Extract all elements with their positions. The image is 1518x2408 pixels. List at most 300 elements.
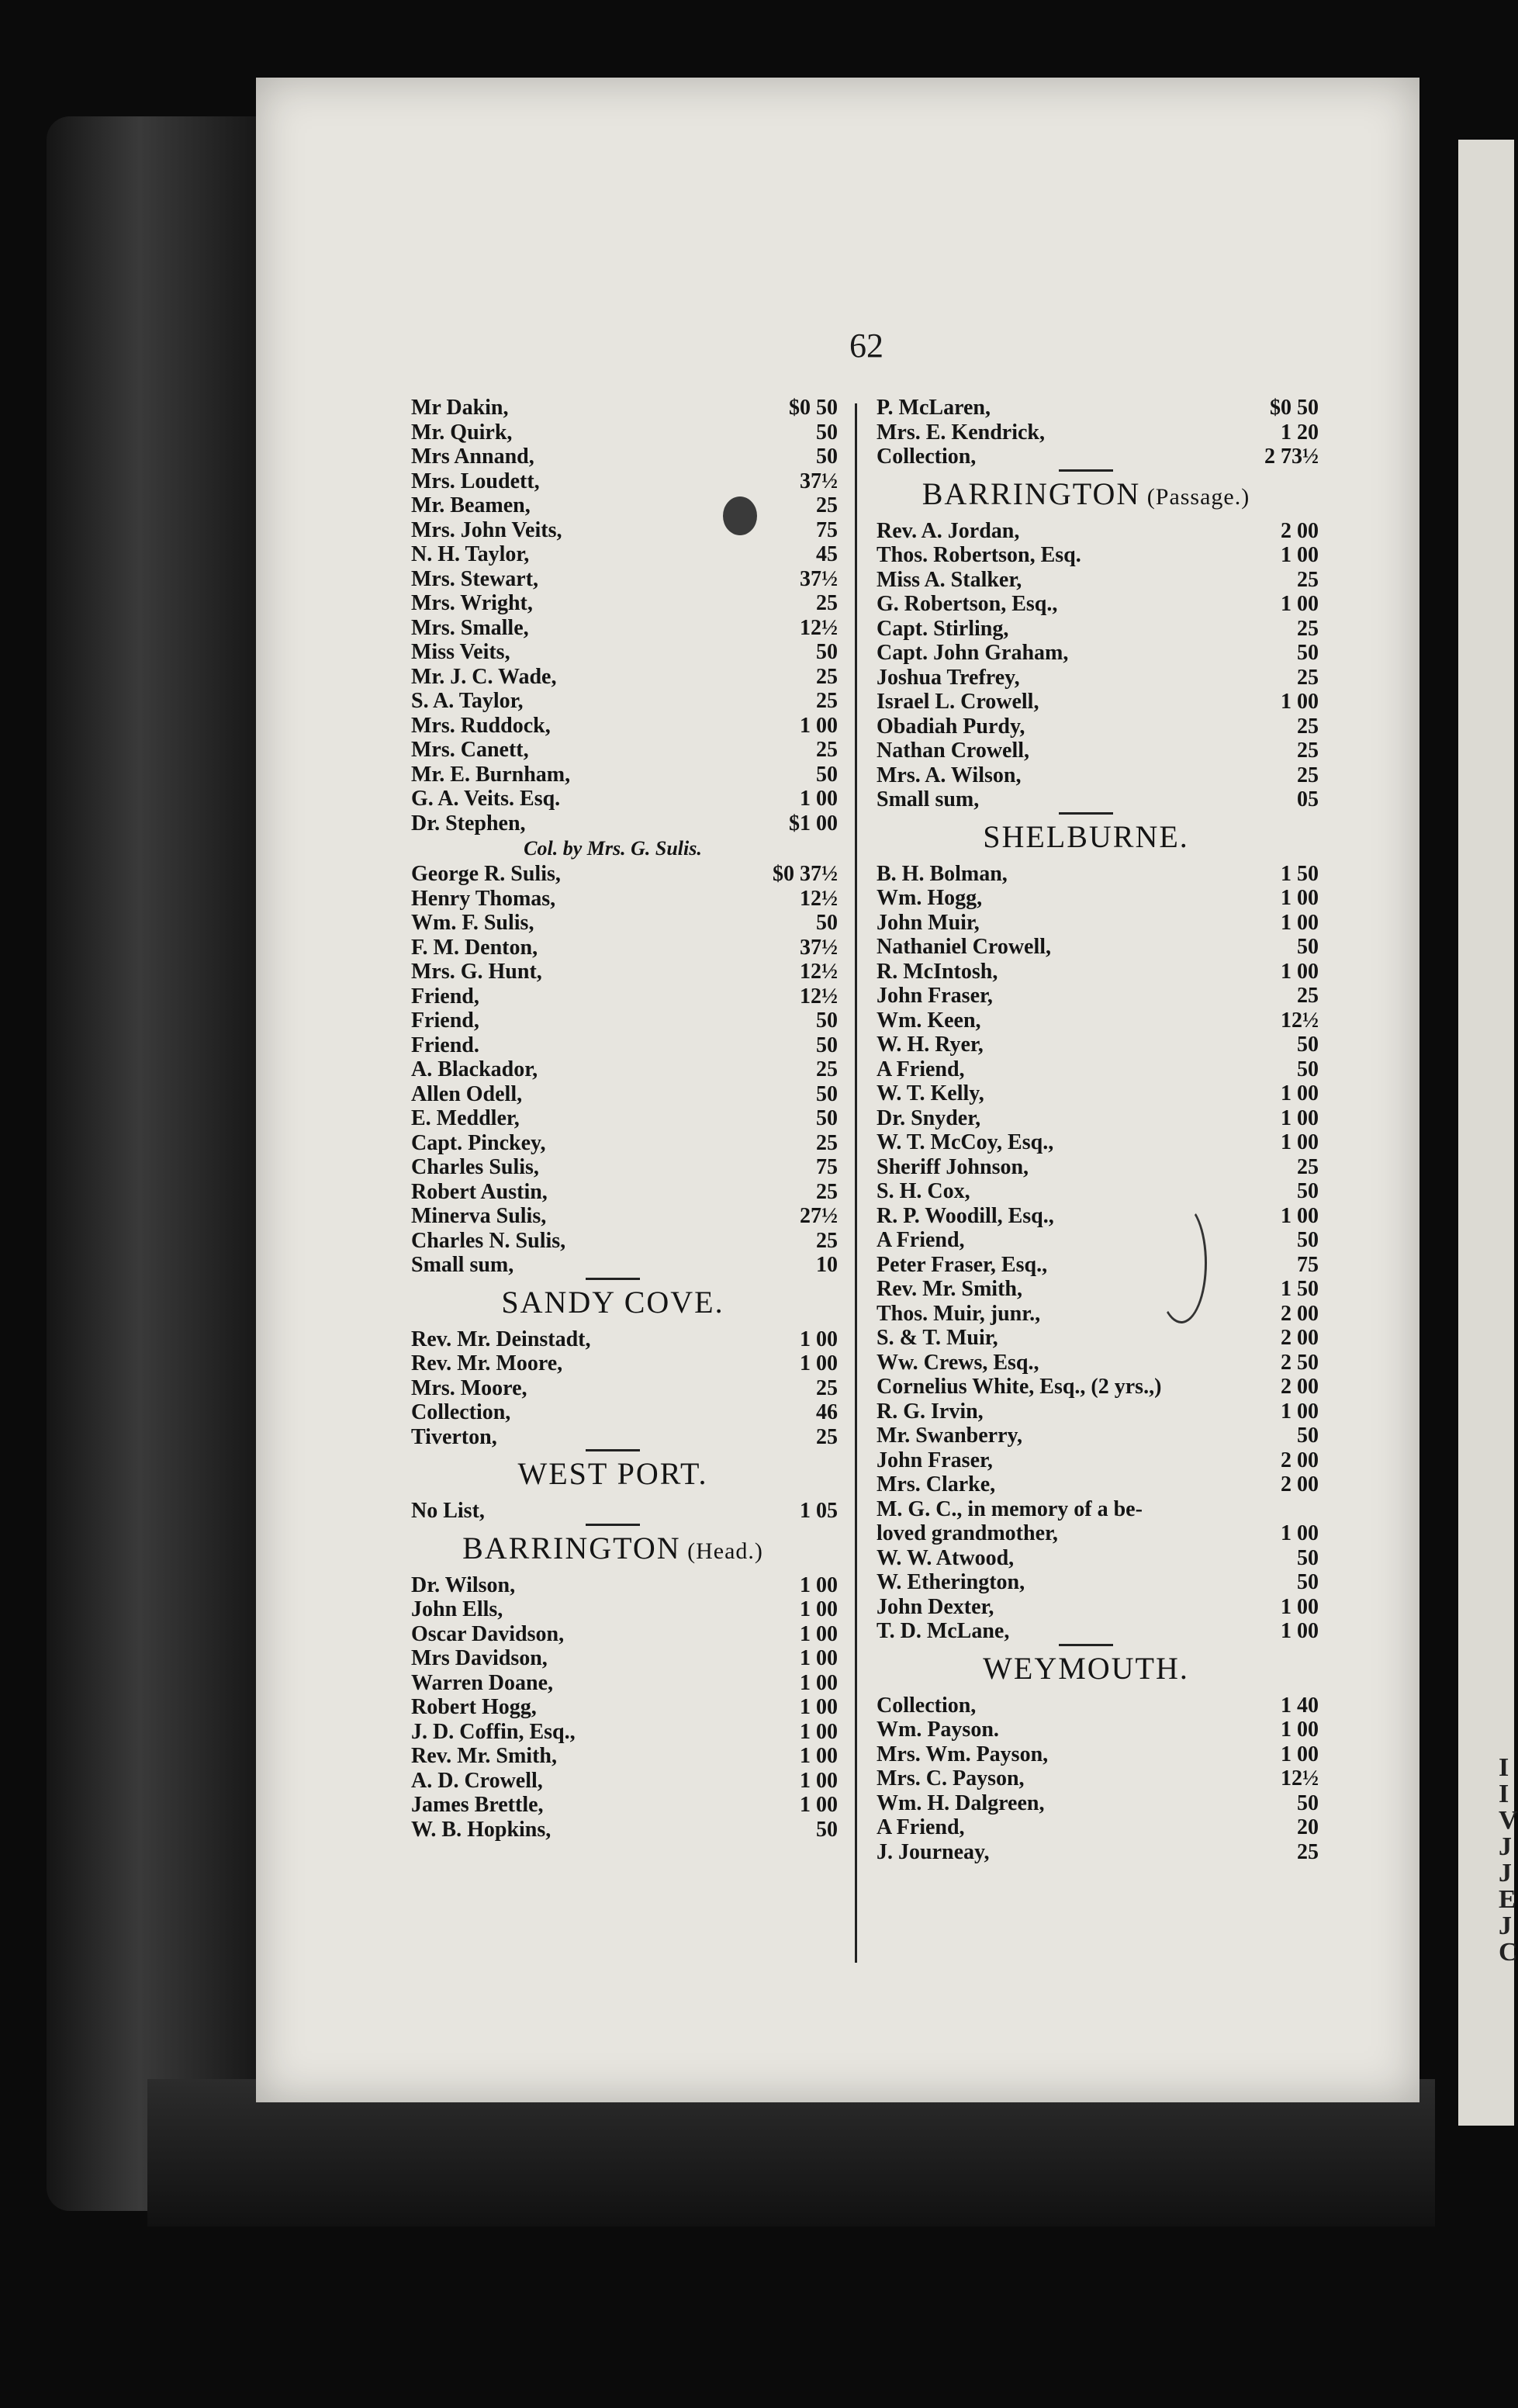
donor-name: James Brettle, — [411, 1793, 544, 1817]
donor-name: W. Etherington, — [877, 1570, 1025, 1594]
donor-name: Wm. Payson. — [877, 1718, 999, 1742]
list-entry — [853, 666, 1319, 690]
list-entry — [853, 1521, 1319, 1546]
donation-amount: 50 — [1297, 1424, 1319, 1448]
list-entry — [853, 1595, 1319, 1620]
list-entry — [388, 396, 838, 420]
donor-name: Mrs. Ruddock, — [411, 713, 551, 738]
heading-rule — [1059, 469, 1113, 472]
donor-name: Charles N. Sulis, — [411, 1228, 566, 1253]
list-entry — [853, 1277, 1319, 1302]
donation-amount: 1 00 — [1281, 1081, 1319, 1105]
list-entry — [388, 420, 838, 445]
donor-name: Peter Fraser, Esq., — [877, 1252, 1048, 1277]
donation-amount: 1 00 — [800, 1768, 838, 1793]
list-entry — [853, 1399, 1319, 1424]
list-entry — [388, 1253, 838, 1278]
list-entry — [853, 911, 1319, 936]
donation-amount: 12½ — [1281, 1766, 1319, 1790]
heading-rule — [586, 1524, 640, 1526]
donation-amount: 1 50 — [1281, 1277, 1319, 1301]
donor-name: Mrs. Moore, — [411, 1375, 527, 1400]
donor-name: Mrs. Loudett, — [411, 469, 540, 493]
donation-amount: 27½ — [800, 1204, 838, 1228]
section-title: BARRINGTON — [922, 476, 1141, 511]
list-entry — [388, 960, 838, 984]
donor-name: Mrs. Wright, — [411, 591, 533, 615]
donor-name: Mrs. Smalle, — [411, 615, 529, 640]
donor-name: Mrs. G. Hunt, — [411, 960, 542, 984]
list-entry — [388, 1327, 838, 1352]
donation-amount: 50 — [816, 1009, 838, 1033]
donor-name: W. H. Ryer, — [877, 1033, 984, 1057]
donor-name: Mrs. A. Wilson, — [877, 763, 1022, 787]
donation-amount: 25 — [1297, 763, 1319, 787]
donation-amount: 50 — [816, 1817, 838, 1842]
donor-name: Mrs Annand, — [411, 445, 534, 469]
donor-name: Mrs. Canett, — [411, 738, 529, 762]
list-entry — [388, 862, 838, 887]
donor-name: A. D. Crowell, — [411, 1768, 543, 1793]
edge-letter: J — [1499, 1859, 1512, 1887]
donation-amount: 25 — [816, 664, 838, 689]
donation-amount: 75 — [816, 1155, 838, 1179]
donation-amount: 50 — [1297, 1179, 1319, 1203]
donor-name: Mrs Davidson, — [411, 1646, 548, 1670]
donor-name: loved grandmother, — [877, 1521, 1058, 1545]
donor-name: Capt. Pinckey, — [411, 1130, 546, 1155]
donation-amount: 50 — [1297, 1790, 1319, 1815]
list-entry — [853, 739, 1319, 763]
list-entry — [388, 911, 838, 936]
list-entry — [853, 1619, 1319, 1644]
donor-name: Friend, — [411, 1009, 479, 1033]
donor-name: Rev. Mr. Moore, — [411, 1351, 563, 1375]
donation-amount: 20 — [1297, 1815, 1319, 1839]
donation-amount: 25 — [816, 1424, 838, 1449]
donor-name: W. T. McCoy, Esq., — [877, 1130, 1054, 1154]
list-entry — [853, 1204, 1319, 1229]
list-entry — [388, 1033, 838, 1058]
section-title: WEST PORT. — [517, 1456, 708, 1491]
list-entry — [388, 567, 838, 592]
donation-amount: 1 00 — [1281, 1742, 1319, 1766]
section-title: SHELBURNE. — [983, 818, 1189, 854]
donor-name: Obadiah Purdy, — [877, 714, 1025, 739]
donation-amount: 1 50 — [1281, 861, 1319, 886]
donation-amount: 50 — [1297, 1570, 1319, 1594]
donation-amount: 50 — [1297, 1033, 1319, 1057]
donation-amount: 50 — [816, 762, 838, 787]
list-entry — [853, 1081, 1319, 1106]
donation-amount: 1 00 — [1281, 1718, 1319, 1742]
donation-amount: $0 50 — [1270, 396, 1319, 420]
donor-name: John Dexter, — [877, 1594, 994, 1619]
list-entry — [388, 1204, 838, 1229]
list-entry — [853, 1840, 1319, 1865]
donor-name: Nathan Crowell, — [877, 739, 1030, 763]
donation-amount: 1 00 — [1281, 543, 1319, 567]
donation-amount: 1 00 — [1281, 592, 1319, 616]
list-entry — [388, 1671, 838, 1696]
section-heading — [853, 812, 1319, 862]
list-entry — [388, 1499, 838, 1524]
donor-name: Small sum, — [411, 1253, 514, 1277]
donor-name: N. H. Taylor, — [411, 542, 530, 566]
list-entry — [853, 1228, 1319, 1253]
list-entry — [853, 1742, 1319, 1767]
page-number: 62 — [849, 327, 883, 365]
list-entry — [388, 811, 838, 836]
donor-name: Mrs. E. Kendrick, — [877, 420, 1045, 445]
donation-amount: 1 00 — [800, 1744, 838, 1768]
donation-amount: 1 00 — [1281, 886, 1319, 910]
next-page-edge — [1458, 140, 1518, 2126]
donor-name: F. M. Denton, — [411, 935, 538, 960]
list-entry — [388, 1009, 838, 1033]
donation-amount: 1 00 — [800, 1695, 838, 1719]
donor-name: Ww. Crews, Esq., — [877, 1350, 1039, 1375]
section-title: BARRINGTON — [462, 1530, 681, 1566]
donor-name: Wm. Hogg, — [877, 886, 983, 910]
donation-amount: 1 00 — [1281, 1203, 1319, 1228]
donation-amount: 1 00 — [800, 787, 838, 811]
list-entry — [388, 1057, 838, 1082]
donation-amount: 1 00 — [1281, 1594, 1319, 1619]
donation-amount: 1 00 — [1281, 959, 1319, 984]
list-entry — [388, 591, 838, 616]
list-entry — [388, 1351, 838, 1376]
donation-amount: 1 20 — [1281, 420, 1319, 445]
donor-name: A Friend, — [877, 1815, 965, 1839]
donor-name: John Ells, — [411, 1597, 503, 1621]
donor-name: Mrs. C. Payson, — [877, 1766, 1025, 1790]
donor-name: Rev. Mr. Deinstadt, — [411, 1327, 591, 1351]
list-entry — [853, 1791, 1319, 1816]
list-entry — [388, 469, 838, 494]
book-binding — [47, 116, 279, 2211]
donor-name: Mrs. Stewart, — [411, 566, 539, 591]
section-title: WEYMOUTH. — [983, 1650, 1189, 1686]
donor-name: Allen Odell, — [411, 1081, 523, 1106]
list-entry — [388, 689, 838, 714]
donor-name: R. G. Irvin, — [877, 1399, 984, 1424]
donor-name: Mrs. Clarke, — [877, 1472, 996, 1496]
donation-amount: 50 — [816, 911, 838, 935]
donation-amount: 1 00 — [800, 1327, 838, 1351]
donation-amount: 50 — [1297, 935, 1319, 959]
donor-name: R. McIntosh, — [877, 959, 998, 984]
donation-amount: 50 — [1297, 1545, 1319, 1570]
donation-amount: 50 — [816, 1081, 838, 1106]
donor-name: Mr. Beamen, — [411, 493, 531, 517]
list-entry — [388, 1769, 838, 1794]
section-heading — [388, 1524, 838, 1573]
list-entry — [388, 445, 838, 469]
list-entry — [853, 935, 1319, 960]
list-entry — [853, 714, 1319, 739]
list-entry — [853, 1472, 1319, 1497]
donor-name: Thos. Robertson, Esq. — [877, 543, 1081, 567]
list-entry — [853, 1179, 1319, 1204]
donation-amount: 25 — [1297, 1154, 1319, 1179]
list-entry — [388, 1155, 838, 1180]
donation-amount: 25 — [1297, 567, 1319, 592]
donation-amount: 1 00 — [800, 1646, 838, 1670]
edge-letter: J — [1499, 1832, 1512, 1861]
donor-name: Mr. E. Burnham, — [411, 762, 571, 787]
heading-rule — [586, 1278, 640, 1280]
list-entry — [853, 396, 1319, 420]
donation-amount: 50 — [816, 420, 838, 445]
list-entry — [388, 1131, 838, 1156]
donation-amount: 1 05 — [800, 1499, 838, 1523]
donor-name: Oscar Davidson, — [411, 1621, 565, 1646]
donor-name: Robert Austin, — [411, 1179, 548, 1204]
donation-amount: 37½ — [800, 935, 838, 960]
left-column — [388, 396, 838, 1842]
donation-amount: 12½ — [800, 984, 838, 1009]
donor-name: Thos. Muir, junr., — [877, 1301, 1041, 1326]
list-entry — [853, 568, 1319, 593]
list-entry — [853, 1718, 1319, 1742]
list-entry — [388, 1082, 838, 1107]
list-entry — [853, 617, 1319, 642]
list-entry — [388, 1622, 838, 1647]
list-entry — [388, 1180, 838, 1205]
list-entry — [388, 616, 838, 641]
list-entry — [853, 519, 1319, 544]
donation-amount: $0 50 — [789, 396, 838, 420]
list-entry — [388, 1425, 838, 1450]
section-heading — [388, 1278, 838, 1327]
donor-name: Mrs. Wm. Payson, — [877, 1742, 1049, 1766]
donor-name: S. A. Taylor, — [411, 689, 524, 713]
donation-amount: 1 00 — [800, 1572, 838, 1597]
donation-amount: $0 37½ — [773, 862, 838, 886]
list-entry — [388, 1376, 838, 1401]
donor-name: Miss A. Stalker, — [877, 567, 1022, 592]
donor-name: A. Blackador, — [411, 1057, 538, 1081]
donation-amount: 25 — [816, 1228, 838, 1253]
donation-amount: 25 — [1297, 616, 1319, 641]
donation-amount: 1 00 — [800, 1670, 838, 1695]
right-column — [853, 396, 1319, 1864]
donor-name: G. A. Veits. Esq. — [411, 787, 561, 811]
list-entry — [853, 1033, 1319, 1057]
donor-name: Israel L. Crowell, — [877, 690, 1039, 714]
list-entry — [853, 1130, 1319, 1155]
donation-amount: 25 — [1297, 665, 1319, 690]
donor-name: Warren Doane, — [411, 1670, 554, 1695]
list-entry — [388, 1597, 838, 1622]
edge-letter: I — [1499, 1780, 1509, 1808]
donor-name: Wm. F. Sulis, — [411, 911, 534, 935]
list-entry — [388, 1720, 838, 1745]
donation-amount: 1 00 — [1281, 1521, 1319, 1545]
donation-amount: 25 — [816, 689, 838, 713]
donor-name: Mr. J. C. Wade, — [411, 664, 557, 689]
list-entry — [853, 543, 1319, 568]
donation-amount: 25 — [816, 1130, 838, 1155]
list-entry — [853, 1057, 1319, 1082]
donation-amount: 25 — [1297, 714, 1319, 739]
donor-name: Henry Thomas, — [411, 886, 556, 911]
donation-amount: 25 — [816, 1179, 838, 1204]
edge-letter: I — [1499, 1753, 1509, 1782]
collector-note: Col. by Mrs. G. Sulis. — [524, 837, 702, 860]
donation-amount: 1 00 — [1281, 1130, 1319, 1154]
ink-stain — [723, 496, 757, 535]
donation-amount: 12½ — [1281, 1008, 1319, 1033]
list-entry — [853, 1375, 1319, 1399]
donor-name: Minerva Sulis, — [411, 1204, 547, 1228]
donation-amount: $1 00 — [789, 811, 838, 836]
donation-amount: 46 — [816, 1400, 838, 1424]
donor-name: G. Robertson, Esq., — [877, 592, 1058, 616]
list-entry — [853, 1253, 1319, 1278]
list-entry — [853, 1009, 1319, 1033]
section-heading — [853, 1644, 1319, 1694]
donation-amount: 1 00 — [1281, 1619, 1319, 1643]
section-subtitle: (Head.) — [680, 1538, 763, 1564]
donation-amount: 1 00 — [1281, 1105, 1319, 1130]
donor-name: J. D. Coffin, Esq., — [411, 1719, 576, 1744]
list-entry — [853, 1497, 1319, 1522]
list-entry — [853, 641, 1319, 666]
list-entry — [853, 1570, 1319, 1595]
list-entry — [388, 1793, 838, 1818]
edge-letter: V — [1499, 1806, 1518, 1835]
list-entry — [853, 1302, 1319, 1327]
donation-amount: 25 — [1297, 984, 1319, 1008]
donation-amount: 1 00 — [800, 1621, 838, 1646]
donation-amount: 37½ — [800, 469, 838, 493]
list-entry — [388, 984, 838, 1009]
donation-amount: 25 — [1297, 739, 1319, 763]
donation-amount: 75 — [816, 517, 838, 542]
list-entry — [853, 862, 1319, 887]
donor-name: W. T. Kelly, — [877, 1081, 984, 1105]
donation-amount: 2 73½ — [1264, 445, 1319, 469]
donation-amount: 25 — [1297, 1839, 1319, 1864]
donor-name: Robert Hogg, — [411, 1695, 537, 1719]
list-entry — [388, 1695, 838, 1720]
list-entry — [853, 420, 1319, 445]
edge-letter: E — [1499, 1885, 1516, 1914]
list-entry — [388, 1818, 838, 1842]
list-entry — [853, 592, 1319, 617]
list-entry — [853, 1424, 1319, 1448]
donor-name: T. D. McLane, — [877, 1619, 1010, 1643]
donation-amount: 1 00 — [1281, 910, 1319, 935]
list-entry — [388, 542, 838, 567]
donor-name: Sheriff Johnson, — [877, 1154, 1029, 1179]
list-entry — [388, 1573, 838, 1598]
donor-name: Mrs. John Veits, — [411, 517, 562, 542]
donation-amount: 1 00 — [800, 1719, 838, 1744]
donor-name: Mr Dakin, — [411, 396, 509, 420]
donation-amount: 1 00 — [1281, 690, 1319, 714]
donor-name: Capt. John Graham, — [877, 641, 1069, 665]
list-entry — [853, 1694, 1319, 1718]
donation-amount: 1 00 — [800, 1793, 838, 1817]
list-entry — [853, 960, 1319, 984]
list-entry — [388, 1106, 838, 1131]
donor-name: R. P. Woodill, Esq., — [877, 1203, 1054, 1228]
donation-amount: 1 40 — [1281, 1693, 1319, 1718]
heading-rule — [586, 1449, 640, 1451]
donation-amount: 50 — [1297, 1228, 1319, 1252]
donation-amount: 37½ — [800, 566, 838, 591]
list-entry — [853, 1106, 1319, 1131]
list-entry — [853, 445, 1319, 469]
donor-name: John Fraser, — [877, 984, 993, 1008]
donation-amount: 2 00 — [1281, 1326, 1319, 1350]
donor-name: Joshua Trefrey, — [877, 665, 1020, 690]
donor-name: S. & T. Muir, — [877, 1326, 998, 1350]
section-title: SANDY COVE. — [501, 1284, 724, 1320]
donor-name: Friend. — [411, 1033, 479, 1057]
donor-name: Mr. Swanberry, — [877, 1424, 1022, 1448]
list-entry — [388, 1400, 838, 1425]
donor-name: Mr. Quirk, — [411, 420, 513, 445]
donation-amount: 50 — [1297, 1057, 1319, 1081]
donor-name: W. B. Hopkins, — [411, 1817, 552, 1842]
donation-amount: 50 — [816, 640, 838, 664]
donor-name: Rev. Mr. Smith, — [877, 1277, 1022, 1301]
list-entry — [853, 886, 1319, 911]
list-entry — [388, 640, 838, 665]
list-entry — [388, 518, 838, 543]
donation-amount: 12½ — [800, 960, 838, 984]
list-entry — [388, 787, 838, 811]
donor-name: Wm. H. Dalgreen, — [877, 1790, 1045, 1815]
donor-name: S. H. Cox, — [877, 1179, 970, 1203]
section-subtitle: (Passage.) — [1140, 483, 1250, 510]
donor-name: W. W. Atwood, — [877, 1545, 1015, 1570]
list-entry — [853, 1546, 1319, 1571]
donor-name: P. McLaren, — [877, 396, 991, 420]
donation-amount: 50 — [816, 445, 838, 469]
donation-amount: 1 00 — [800, 1351, 838, 1375]
list-entry — [388, 763, 838, 787]
donor-name: Dr. Snyder, — [877, 1105, 981, 1130]
heading-rule — [1059, 1644, 1113, 1646]
list-entry — [388, 738, 838, 763]
donor-name: Collection, — [877, 1693, 977, 1718]
donor-name: Miss Veits, — [411, 640, 510, 664]
donation-amount: 12½ — [800, 615, 838, 640]
donor-name: Nathaniel Crowell, — [877, 935, 1052, 959]
donation-amount: 2 00 — [1281, 1448, 1319, 1472]
donation-amount: 45 — [816, 542, 838, 566]
list-entry — [853, 1766, 1319, 1791]
donor-name: A Friend, — [877, 1228, 965, 1252]
list-entry — [388, 1229, 838, 1254]
donor-name: No List, — [411, 1499, 485, 1523]
donation-amount: 25 — [816, 1375, 838, 1400]
list-entry — [853, 1448, 1319, 1473]
donation-amount: 05 — [1297, 787, 1319, 811]
pencil-mark — [1156, 1202, 1207, 1323]
donation-amount: 2 00 — [1281, 1472, 1319, 1496]
list-entry — [853, 763, 1319, 788]
donor-name: George R. Sulis, — [411, 862, 561, 886]
donor-name: Wm. Keen, — [877, 1008, 981, 1033]
donation-amount: 1 00 — [1281, 1399, 1319, 1424]
list-entry — [388, 1646, 838, 1671]
